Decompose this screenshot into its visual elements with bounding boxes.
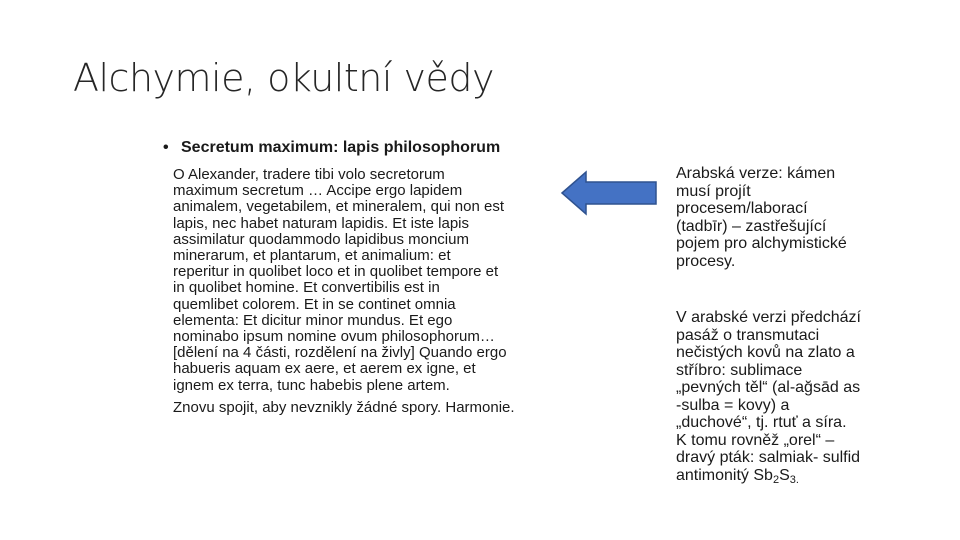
latin-line: lapis, nec habet naturam lapidis. Et iste lapis bbox=[173, 214, 469, 232]
note-line: (tadbīr) – zastřešující bbox=[676, 217, 827, 235]
latin-line: nominabo ipsum nomine ovum philosophorum… bbox=[173, 328, 495, 346]
formula-suffix: . bbox=[795, 473, 799, 486]
note-line: procesy. bbox=[676, 252, 736, 270]
latin-line: elementa: Et dicitur minor mundus. Et ego bbox=[173, 311, 453, 329]
bullet-heading bbox=[163, 139, 500, 157]
latin-line: animalem, vegetabilem, et mineralem, qui non est bbox=[173, 198, 504, 216]
bullet-heading-text: Secretum maximum: lapis philosophorum bbox=[181, 139, 501, 156]
harmony-line: Znovu spojit, aby nevznikly žádné spory. Harmonie. bbox=[173, 398, 515, 416]
arabic-version-note bbox=[676, 165, 916, 270]
formula-subscript: 2 bbox=[772, 473, 780, 486]
latin-line: in quolibet homine. Et convertibilis est in bbox=[173, 279, 440, 297]
note-line: Arabská verze: kámen bbox=[676, 165, 836, 182]
formula-subscript: 3 bbox=[789, 473, 796, 486]
note-line: „duchové“, tj. rtuť a síra. bbox=[676, 414, 847, 431]
latin-line: assimilatur quodammodo lapidibus moncium bbox=[173, 230, 469, 248]
slide-title: Alchymie, okultní vědy bbox=[73, 56, 494, 100]
note-line: procesem/laborací bbox=[676, 200, 808, 217]
formula-line bbox=[676, 467, 916, 490]
note-line: musí projít bbox=[676, 182, 751, 200]
note-line: „pevných těl“ (al-ağsād as bbox=[676, 379, 861, 396]
note-line: V arabské verzi předchází bbox=[676, 309, 861, 326]
formula-prefix: antimonitý Sb bbox=[676, 466, 773, 484]
left-arrow-icon bbox=[560, 170, 660, 221]
latin-quote-block bbox=[173, 167, 593, 420]
note-line: -sulba = kovy) a bbox=[676, 396, 790, 414]
bullet-marker: • bbox=[163, 139, 169, 156]
transmutation-note bbox=[676, 309, 916, 489]
formula-mid: S bbox=[779, 466, 790, 484]
note-line: K tomu rovněž „orel“ – bbox=[676, 431, 835, 449]
note-line: dravý pták: salmiak- sulfid bbox=[676, 449, 861, 466]
latin-line: [dělení na 4 části, rozdělení na živly] Quando ergo bbox=[173, 344, 507, 362]
latin-line: minerarum, et plantarum, et animalium: et bbox=[173, 247, 451, 265]
latin-line: ignem ex terra, tunc habebis plene artem. bbox=[173, 376, 450, 394]
left-arrow-shape bbox=[562, 172, 656, 214]
latin-line: O Alexander, tradere tibi volo secretorum bbox=[173, 166, 445, 183]
note-line: stříbro: sublimace bbox=[676, 361, 803, 379]
latin-line: maximum secretum … Accipe ergo lapidem bbox=[173, 182, 463, 200]
note-line: pasáž o transmutaci bbox=[676, 326, 820, 344]
note-line: nečistých kovů na zlato a bbox=[676, 344, 855, 361]
latin-line: reperitur in quolibet loco et in quolibet tempore et bbox=[173, 263, 499, 281]
note-line: pojem pro alchymistické bbox=[676, 235, 847, 252]
latin-line: habueris aquam ex aere, et aerem ex igne, et bbox=[173, 360, 476, 378]
latin-line: quemlibet colorem. Et in se continet omnia bbox=[173, 295, 456, 313]
